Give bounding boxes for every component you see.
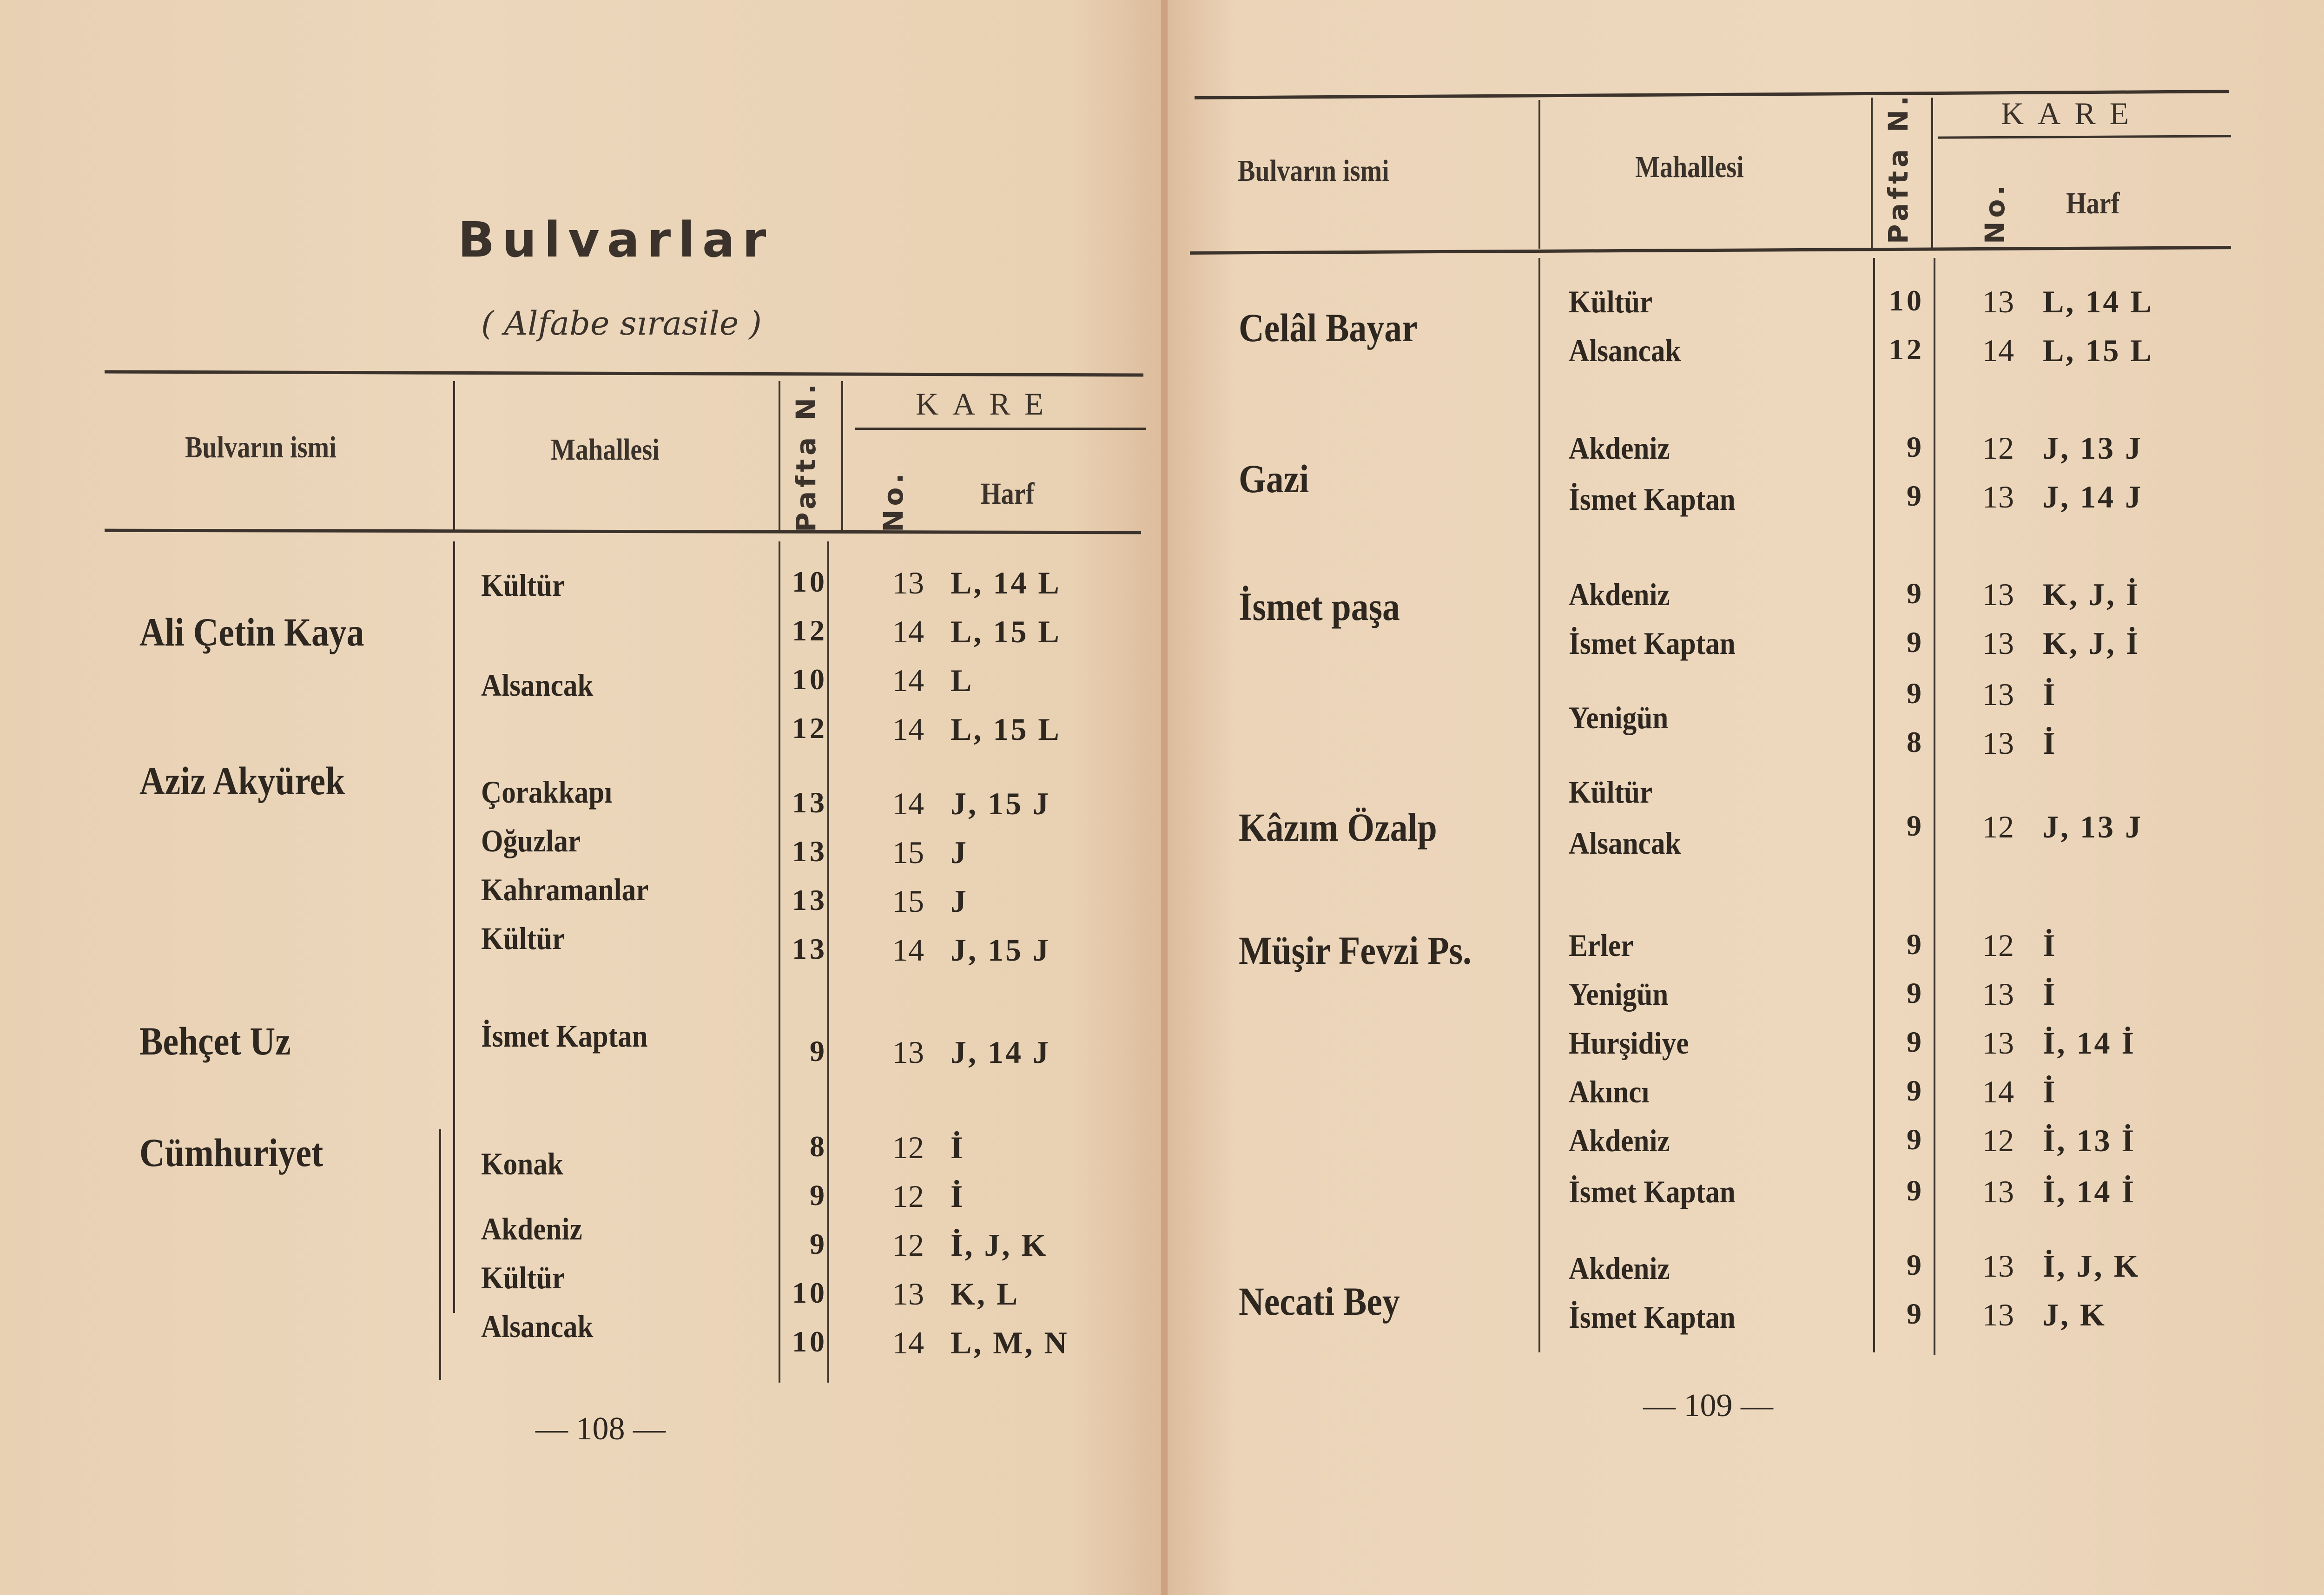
- kare-number: 13: [1982, 677, 2014, 712]
- kare-letters: L, 15 L: [2043, 333, 2153, 368]
- kare-number: 13: [892, 565, 924, 600]
- kare-number: 13: [1982, 1025, 2014, 1061]
- kare-number: 14: [892, 932, 924, 968]
- pafta-number: 9: [1907, 928, 1924, 961]
- kare-letters: İ, 13 İ: [2043, 1123, 2136, 1158]
- kare-number: 12: [1982, 430, 2014, 466]
- col-divider: [827, 541, 829, 1383]
- right-page: [1164, 0, 2324, 1595]
- boulevard-name: Aziz Akyürek: [139, 758, 345, 803]
- page-number: — 109 —: [1643, 1388, 1773, 1424]
- kare-letters: L: [951, 663, 974, 698]
- kare-number: 14: [1982, 333, 2014, 368]
- pafta-number: 12: [792, 712, 827, 745]
- kare-letters: J, 13 J: [2043, 430, 2143, 466]
- kare-letters: L, M, N: [951, 1325, 1069, 1360]
- boulevard-name: Kâzım Özalp: [1239, 805, 1437, 850]
- kare-letters: J, 14 J: [2043, 479, 2143, 514]
- header-pafta: Pafta N.: [1882, 92, 1914, 244]
- col-divider: [1934, 258, 1935, 1355]
- kare-number: 13: [1982, 626, 2014, 661]
- pafta-number: 9: [1907, 1074, 1924, 1107]
- pafta-number: 8: [810, 1130, 827, 1163]
- kare-letters: İ: [951, 1130, 965, 1165]
- kare-number: 13: [1982, 725, 2014, 761]
- col-divider: [1871, 98, 1873, 249]
- neighborhood-name: İsmet Kaptan: [1569, 1174, 1736, 1209]
- neighborhood-name: Kültür: [1569, 284, 1653, 319]
- header-bulvar-name: Bulvarın ismi: [1238, 154, 1389, 188]
- boulevard-name: İsmet paşa: [1239, 584, 1400, 629]
- header-kare-no: No.: [1979, 181, 2011, 244]
- neighborhood-name: İsmet Kaptan: [1569, 1299, 1736, 1335]
- kare-number: 12: [892, 1227, 924, 1263]
- pafta-number: 10: [792, 663, 827, 696]
- section-title: Bulvarlar: [458, 211, 774, 268]
- pafta-number: 9: [1907, 809, 1924, 842]
- kare-letters: L, 14 L: [951, 565, 1061, 600]
- boulevard-name: Behçet Uz: [139, 1019, 291, 1063]
- neighborhood-name: Alsancak: [481, 667, 594, 703]
- neighborhood-name: Kültür: [481, 1260, 565, 1295]
- kare-number: 13: [892, 1276, 924, 1312]
- pafta-number: 9: [1907, 1123, 1924, 1156]
- kare-letters: J, 13 J: [2043, 809, 2143, 844]
- pafta-number: 10: [792, 565, 827, 598]
- col-divider: [1538, 100, 1540, 249]
- kare-letters: K, J, İ: [2043, 577, 2140, 612]
- kare-number: 13: [1982, 1297, 2014, 1332]
- neighborhood-name: İsmet Kaptan: [1569, 626, 1736, 661]
- kare-number: 14: [892, 712, 924, 747]
- neighborhood-name: Yenigün: [1569, 700, 1669, 735]
- kare-number: 13: [1982, 976, 2014, 1012]
- neighborhood-name: Yenigün: [1569, 976, 1669, 1012]
- kare-letters: K, J, İ: [2043, 626, 2140, 661]
- kare-number: 12: [892, 1179, 924, 1214]
- header-harf: Harf: [2066, 186, 2120, 220]
- kare-number: 13: [1982, 284, 2014, 319]
- kare-letters: İ: [2043, 1074, 2057, 1109]
- kare-number: 13: [892, 1035, 924, 1070]
- pafta-number: 9: [1907, 1248, 1924, 1281]
- section-subtitle: ( Alfabe sırasile ): [481, 304, 762, 343]
- pafta-number: 9: [810, 1035, 827, 1068]
- kare-number: 14: [892, 1325, 924, 1360]
- pafta-number: 12: [792, 614, 827, 647]
- boulevard-name: Müşir Fevzi Ps.: [1239, 928, 1472, 973]
- header-mahalle: Mahallesi: [1635, 150, 1744, 184]
- neighborhood-name: Akdeniz: [481, 1211, 582, 1246]
- neighborhood-name: Kültür: [481, 567, 565, 603]
- pafta-number: 9: [1907, 626, 1924, 659]
- col-divider: [1538, 258, 1540, 1352]
- kare-letters: K, L: [951, 1276, 1020, 1312]
- neighborhood-name: Alsancak: [1569, 825, 1681, 861]
- kare-letters: J, 14 J: [951, 1035, 1050, 1070]
- kare-letters: İ: [2043, 725, 2057, 761]
- header-mahalle: Mahallesi: [551, 433, 660, 467]
- pafta-number: 13: [792, 786, 827, 819]
- header-kare: KARE: [2001, 96, 2143, 131]
- neighborhood-name: Oğuzlar: [481, 823, 581, 858]
- neighborhood-name: Konak: [481, 1146, 563, 1181]
- pafta-number: 9: [1907, 677, 1924, 710]
- kare-number: 13: [1982, 1248, 2014, 1284]
- kare-number: 15: [892, 883, 924, 919]
- col-divider: [841, 381, 843, 530]
- col-divider: [453, 381, 455, 530]
- pafta-number: 13: [792, 883, 827, 916]
- header-bulvar-name: Bulvarın ismi: [185, 430, 337, 464]
- pafta-number: 10: [792, 1276, 827, 1309]
- neighborhood-name: İsmet Kaptan: [1569, 481, 1736, 517]
- neighborhood-name: İsmet Kaptan: [481, 1018, 648, 1054]
- kare-letters: J: [951, 883, 968, 919]
- neighborhood-name: Akdeniz: [1569, 577, 1670, 612]
- kare-letters: J, K: [2043, 1297, 2106, 1332]
- kare-letters: İ: [951, 1179, 965, 1214]
- kare-number: 13: [1982, 577, 2014, 612]
- kare-number: 12: [1982, 928, 2014, 963]
- kare-number: 14: [892, 786, 924, 821]
- kare-letters: J, 15 J: [951, 932, 1050, 968]
- kare-number: 12: [1982, 809, 2014, 844]
- kare-number: 12: [1982, 1123, 2014, 1158]
- col-divider: [453, 541, 455, 1313]
- pafta-number: 10: [792, 1325, 827, 1358]
- pafta-number: 9: [1907, 1174, 1924, 1207]
- pafta-number: 10: [1889, 284, 1924, 317]
- kare-number: 13: [1982, 1174, 2014, 1209]
- kare-letters: J: [951, 835, 968, 870]
- kare-number: 13: [1982, 479, 2014, 514]
- neighborhood-name: Çorakkapı: [481, 774, 613, 810]
- neighborhood-name: Akdeniz: [1569, 1251, 1670, 1286]
- neighborhood-name: Alsancak: [481, 1309, 594, 1344]
- kare-letters: L, 15 L: [951, 614, 1061, 649]
- neighborhood-name: Kahramanlar: [481, 872, 649, 907]
- kare-number: 14: [1982, 1074, 2014, 1109]
- col-divider: [1931, 98, 1933, 249]
- pafta-number: 8: [1907, 725, 1924, 758]
- neighborhood-name: Erler: [1569, 928, 1634, 963]
- neighborhood-name: Hurşidiye: [1569, 1025, 1689, 1061]
- kare-header-rule: [855, 428, 1146, 430]
- kare-number: 14: [892, 663, 924, 698]
- boulevard-name: Gazi: [1239, 456, 1309, 501]
- pafta-number: 9: [810, 1227, 827, 1260]
- kare-letters: L, 15 L: [951, 712, 1061, 747]
- pafta-number: 9: [810, 1179, 827, 1212]
- page-number: — 108 —: [535, 1411, 666, 1447]
- kare-number: 12: [892, 1130, 924, 1165]
- pafta-number: 9: [1907, 1297, 1924, 1330]
- neighborhood-name: Akdeniz: [1569, 1123, 1670, 1158]
- book-gutter: [1161, 0, 1168, 1595]
- kare-letters: İ, J, K: [951, 1227, 1048, 1263]
- header-pafta: Pafta N.: [790, 380, 822, 532]
- pafta-number: 13: [792, 835, 827, 868]
- kare-letters: İ: [2043, 677, 2057, 712]
- pafta-number: 9: [1907, 577, 1924, 610]
- header-harf: Harf: [981, 477, 1035, 511]
- pafta-number: 9: [1907, 479, 1924, 512]
- kare-number: 14: [892, 614, 924, 649]
- pafta-number: 9: [1907, 1025, 1924, 1058]
- neighborhood-name: Kültür: [1569, 774, 1653, 810]
- kare-letters: İ, 14 İ: [2043, 1174, 2136, 1209]
- pafta-number: 9: [1907, 430, 1924, 463]
- kare-letters: İ: [2043, 976, 2057, 1012]
- header-kare: KARE: [916, 386, 1058, 422]
- neighborhood-name: Akdeniz: [1569, 430, 1670, 466]
- pafta-number: 13: [792, 932, 827, 965]
- neighborhood-name: Alsancak: [1569, 333, 1681, 368]
- kare-letters: J, 15 J: [951, 786, 1050, 821]
- header-kare-no: No.: [878, 469, 909, 532]
- boulevard-name: Celâl Bayar: [1239, 305, 1418, 350]
- pafta-number: 12: [1889, 333, 1924, 366]
- col-divider: [779, 381, 780, 530]
- col-divider: [439, 1129, 441, 1380]
- boulevard-name: Ali Çetin Kaya: [139, 610, 364, 654]
- neighborhood-name: Akıncı: [1569, 1074, 1650, 1109]
- kare-letters: İ, J, K: [2043, 1248, 2140, 1284]
- neighborhood-name: Kültür: [481, 921, 565, 956]
- kare-letters: L, 14 L: [2043, 284, 2153, 319]
- boulevard-name: Cümhuriyet: [139, 1130, 324, 1175]
- pafta-number: 9: [1907, 976, 1924, 1009]
- boulevard-name: Necati Bey: [1239, 1279, 1400, 1324]
- kare-letters: İ, 14 İ: [2043, 1025, 2136, 1061]
- kare-number: 15: [892, 835, 924, 870]
- kare-letters: İ: [2043, 928, 2057, 963]
